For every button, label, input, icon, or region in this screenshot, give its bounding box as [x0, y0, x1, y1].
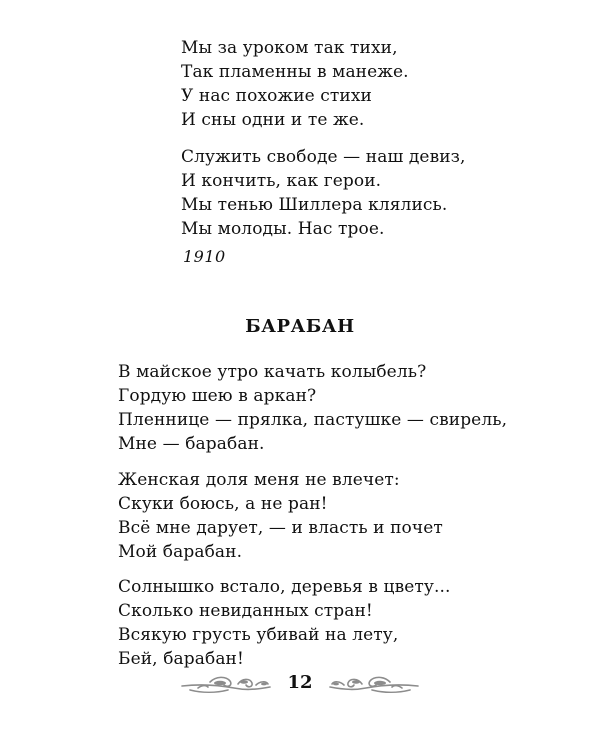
stanza: [118, 468, 443, 564]
stanza: [118, 575, 451, 671]
verse-line: Солнышко встало, деревья в цвету...: [118, 577, 451, 597]
verse-line: И сны одни и те же.: [181, 110, 365, 130]
verse-line: Всякую грусть убивай на лету,: [118, 625, 399, 645]
verse-line: Всё мне дарует, — и власть и почет: [118, 518, 443, 538]
verse-line: Служить свободе — наш девиз,: [181, 147, 466, 167]
verse-line: Скуки боюсь, а не ран!: [118, 494, 328, 514]
verse-line: Так пламенны в манеже.: [181, 62, 409, 82]
page-number: 12: [287, 672, 313, 693]
stanza: [181, 36, 409, 132]
verse-line: Сколько невиданных стран!: [118, 601, 373, 621]
verse-line: У нас похожие стихи: [181, 86, 372, 106]
verse-line: Мы молоды. Нас трое.: [181, 219, 385, 239]
verse-line: Мне — барабан.: [118, 434, 265, 454]
verse-line: Женская доля меня не влечет:: [118, 470, 400, 490]
verse-line: Бей, барабан!: [118, 649, 244, 669]
verse-line: Мой барабан.: [118, 542, 243, 562]
verse-line: Пленнице — прялка, пастушке — свирель,: [118, 410, 508, 430]
poem-title: БАРАБАН: [245, 316, 355, 337]
verse-line: Мы за уроком так тихи,: [181, 38, 398, 58]
verse-line: Мы тенью Шиллера клялись.: [181, 195, 448, 215]
stanza: [181, 145, 466, 241]
right-ornament-icon: [328, 670, 420, 696]
page-footer: [0, 668, 600, 702]
stanza: [118, 360, 507, 456]
verse-line: И кончить, как герои.: [181, 171, 382, 191]
poem-year: 1910: [183, 247, 226, 266]
verse-line: Гордую шею в аркан?: [118, 386, 317, 406]
verse-line: В майское утро качать колыбель?: [118, 362, 427, 382]
